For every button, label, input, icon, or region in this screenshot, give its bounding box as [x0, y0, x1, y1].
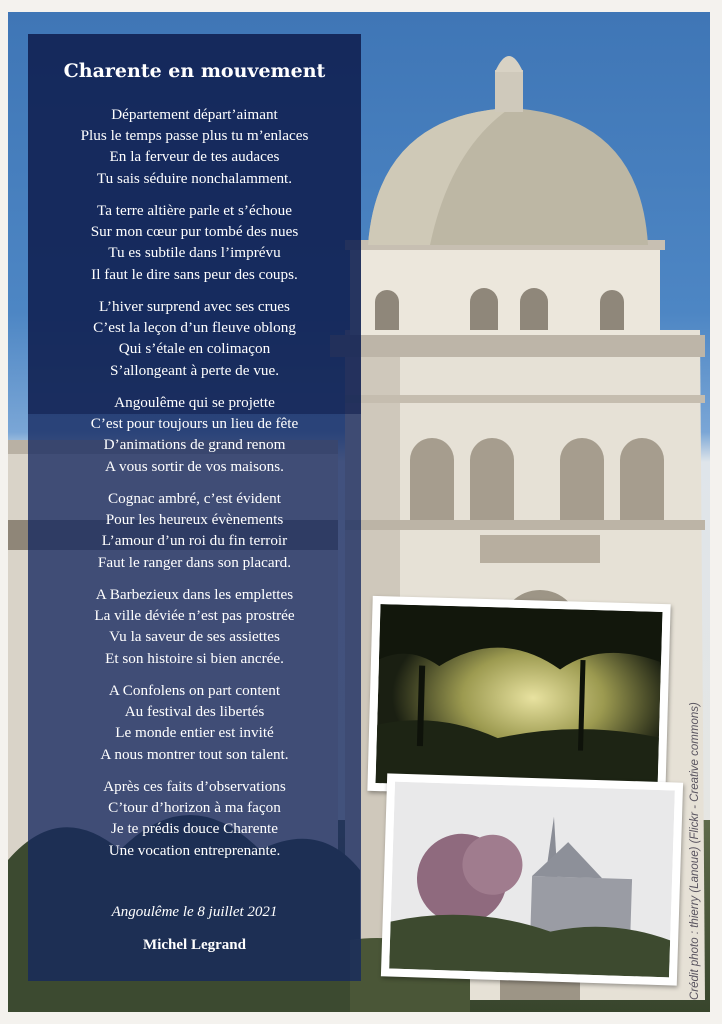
poem-line: A Barbezieux dans les emplettes [95, 586, 294, 603]
poem-line: Après ces faits d’observations [103, 778, 286, 795]
poem-stanza [28, 584, 361, 669]
poem-stanza [28, 680, 361, 765]
poem-line: L’amour d’un roi du fin terroir [101, 532, 288, 550]
poem-line: Département départ’aimant [111, 106, 278, 123]
poem-stanza [28, 392, 361, 477]
poem-line: Angoulême qui se projette [114, 394, 275, 411]
poem-line: Tu es subtile dans l’imprévu [108, 244, 281, 262]
poem-line: Pour les heureux évènements [105, 511, 284, 529]
poem-stanza [28, 104, 361, 189]
poem-line: Plus le temps passe plus tu m’enlaces [80, 127, 309, 145]
poem-stanza [28, 488, 361, 573]
poem-line: Je te prédis douce Charente [111, 820, 278, 838]
poem-line: Sur mon cœur pur tombé des nues [90, 223, 299, 241]
poem-line: A nous montrer tout son talent. [100, 745, 289, 763]
poem-line: Au festival des libertés [124, 703, 265, 721]
poem-line: Et son histoire si bien ancrée. [105, 649, 284, 667]
poem-stanza [28, 296, 361, 381]
poem-line: C’est la leçon d’un fleuve oblong [93, 319, 296, 337]
author-name: Michel Legrand [143, 937, 246, 953]
poem-line: Qui s’étale en colimaçon [118, 340, 271, 358]
river-photo [367, 596, 670, 799]
poem-line: Il faut le dire sans peur des coups. [91, 265, 298, 283]
poem-line: Le monde entier est invité [115, 724, 274, 742]
poem-line: D’animations de grand renom [103, 436, 286, 454]
poem-title: Charente en mouvement [63, 60, 326, 82]
place-date: Angoulême le 8 juillet 2021 [111, 904, 278, 920]
poem-line: Une vocation entreprenante. [108, 841, 281, 859]
photo-credit: Crédit photo : thierry (Lanoue) (Flickr - Creative commons) [689, 702, 701, 1000]
poem-body [28, 104, 361, 872]
poem-line: A vous sortir de vos maisons. [105, 457, 284, 475]
poem-line: Tu sais séduire nonchalamment. [96, 169, 293, 187]
poem-line: C’tour d’horizon à ma façon [108, 799, 281, 817]
poem-line: C’est pour toujours un lieu de fête [90, 415, 299, 433]
poem-line: A Confolens on part content [108, 682, 281, 699]
poem-line: Cognac ambré, c’est évident [108, 490, 281, 507]
cathedral-photo [381, 773, 683, 985]
poem-line: L’hiver surprend avec ses crues [99, 298, 290, 315]
poem-line: S’allongeant à perte de vue. [109, 361, 280, 379]
poem-line: Ta terre altière parle et s’échoue [97, 202, 292, 219]
poem-line: Vu la saveur de ses assiettes [109, 628, 280, 646]
poem-line: Faut le ranger dans son placard. [97, 553, 292, 571]
poem-stanza [28, 776, 361, 861]
poem-stanza [28, 200, 361, 285]
poem-line: En la ferveur de tes audaces [109, 148, 280, 166]
poem-line: La ville déviée n’est pas prostrée [94, 607, 295, 625]
